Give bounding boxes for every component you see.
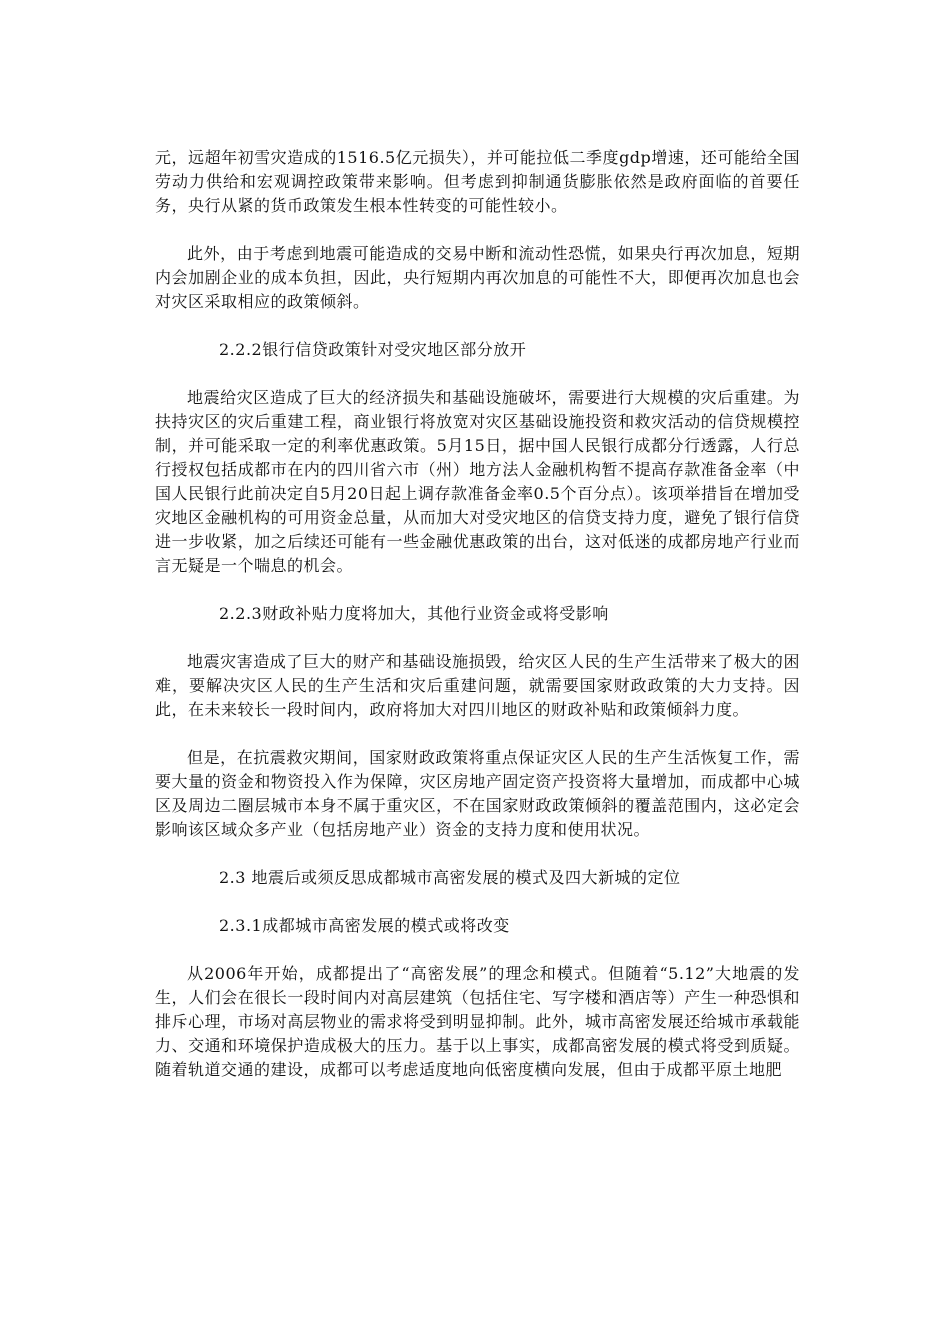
paragraph-high-density: 从2006年开始，成都提出了“高密发展”的理念和模式。但随着“5.12”大地震的发生，人们会在很长一段时间内对高层建筑（包括住宅、写字楼和酒店等）产生一种恐惧和排斥心理，市场对高层物业的需求将受到明显抑制。此外，城市高密发展还给城市承载能力、交通和环境保护造成极大的压力。基于以上事实，成都高密发展的模式将受到质疑。随着轨道交通的建设，成都可以考虑适度地向低密度横向发展，但由于成都平原土地肥 (155, 964, 800, 1079)
section-heading-2-2-2: 2.2.2银行信贷政策针对受灾地区部分放开 (219, 340, 527, 359)
section-heading-2-3-1: 2.3.1成都城市高密发展的模式或将改变 (219, 916, 510, 935)
paragraph-bank-credit: 地震给灾区造成了巨大的经济损失和基础设施破坏，需要进行大规模的灾后重建。为扶持灾区的灾后重建工程，商业银行将放宽对灾区基础设施投资和救灾活动的信贷规模控制，并可能采取一定的利率优惠政策。5月15日，据中国人民银行成都分行透露，人行总行授权包括成都市在内的四川省六市（州）地方法人金融机构暂不提高存款准备金率（中国人民银行此前决定自5月20日起上调存款准备金率0.5个百分点）。该项举措旨在增加受灾地区金融机构的可用资金总量，从而加大对受灾地区的信贷支持力度，避免了银行信贷进一步收紧，加之后续还可能有一些金融优惠政策的出台，这对低迷的成都房地产行业而言无疑是一个喘息的机会。 (155, 388, 800, 575)
document-body (155, 146, 800, 1106)
paragraph-fiscal-support: 地震灾害造成了巨大的财产和基础设施损毁，给灾区人民的生产生活带来了极大的困难，要解决灾区人民的生产生活和灾后重建问题，就需要国家财政政策的大力支持。因此，在未来较长一段时间内，政府将加大对四川地区的财政补贴和政策倾斜力度。 (155, 652, 800, 719)
paragraph-interest-rate: 此外，由于考虑到地震可能造成的交易中断和流动性恐慌，如果央行再次加息，短期内会加剧企业的成本负担，因此，央行短期内再次加息的可能性不大，即便再次加息也会对灾区采取相应的政策倾斜。 (155, 244, 800, 311)
paragraph-fiscal-impact: 但是，在抗震救灾期间，国家财政政策将重点保证灾区人民的生产生活恢复工作，需要大量的资金和物资投入作为保障，灾区房地产固定资产投资将大量增加，而成都中心城区及周边二圈层城市本身不属于重灾区，不在国家财政政策倾斜的覆盖范围内，这必定会影响该区域众多产业（包括房地产业）资金的支持力度和使用状况。 (155, 748, 800, 839)
section-heading-2-3: 2.3 地震后或须反思成都城市高密发展的模式及四大新城的定位 (219, 868, 681, 887)
paragraph-continuation: 元，远超年初雪灾造成的1516.5亿元损失），并可能拉低二季度gdp增速，还可能给全国劳动力供给和宏观调控政策带来影响。但考虑到抑制通货膨胀依然是政府面临的首要任务，央行从紧的货币政策发生根本性转变的可能性较小。 (155, 148, 800, 215)
section-heading-2-2-3: 2.2.3财政补贴力度将加大，其他行业资金或将受影响 (219, 604, 609, 623)
